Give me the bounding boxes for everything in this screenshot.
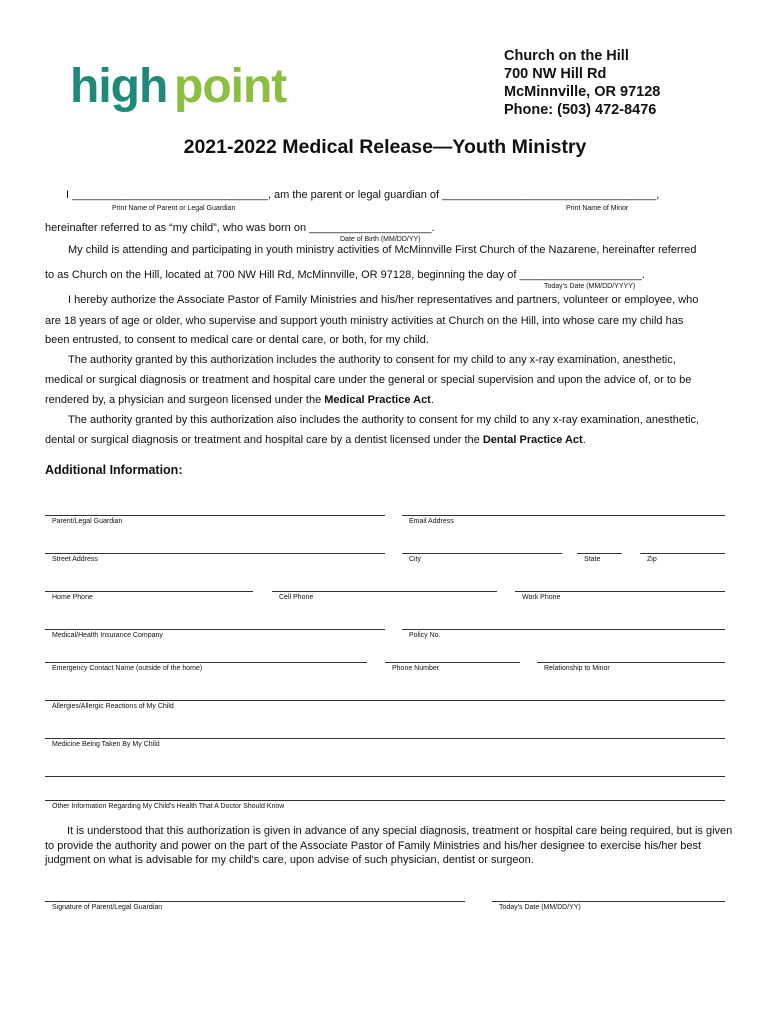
intro-line-7: been entrusted, to consent to medical care or dental care, or both, for my child. bbox=[45, 334, 429, 346]
street-label: Street Address bbox=[52, 556, 98, 563]
medicine-field[interactable] bbox=[45, 738, 725, 739]
parent-guardian-label: Parent/Legal Guardian bbox=[52, 518, 123, 525]
intro-line-9: medical or surgical diagnosis or treatment and hospital care under the general or special supervision and upon the advice of, or to be bbox=[45, 374, 692, 386]
caption-parent-name: Print Name of Parent or Legal Guardian bbox=[112, 205, 236, 212]
zip-field[interactable] bbox=[640, 553, 725, 554]
signature-date-field[interactable] bbox=[492, 901, 725, 902]
intro-line-4: to as Church on the Hill, located at 700 NW Hill Rd, McMinnville, OR 97128, beginning the day of ____________________. bbox=[45, 269, 645, 281]
church-city-state: McMinnville, OR 97128 bbox=[504, 84, 661, 100]
logo-text: highpoint bbox=[70, 115, 75, 116]
allergies-label: Allergies/Allergic Reactions of My Child bbox=[52, 703, 174, 710]
parent-guardian-field[interactable] bbox=[45, 515, 385, 516]
form-title: 2021-2022 Medical Release—Youth Ministry bbox=[183, 136, 587, 158]
cell-phone-label: Cell Phone bbox=[279, 594, 314, 601]
medicine-label: Medicine Being Taken By My Child bbox=[52, 741, 160, 748]
work-phone-field[interactable] bbox=[515, 591, 725, 592]
intro-line-6: are 18 years of age or older, who supervise and support youth ministry activities at Church on the Hill, into whose care my child has bbox=[45, 315, 684, 327]
svg-text:high: high bbox=[70, 60, 168, 113]
relationship-field[interactable] bbox=[537, 662, 725, 663]
other-info-label: Other Information Regarding My Child's Health That A Doctor Should Know bbox=[52, 803, 285, 810]
closing-text: It is understood that this authorization is given in advance of any special diagnosis, treatment or hospital care being required, but is given to provide the authority and power on the part of the Associate Pastor of Family Ministries and his/her designee to exercise his/her best judgment on what is advisable for my child's care, upon advise of such physician, dentist or surgeon. bbox=[45, 825, 733, 866]
allergies-field[interactable] bbox=[45, 700, 725, 701]
church-name: Church on the Hill bbox=[504, 48, 629, 64]
insurance-field[interactable] bbox=[45, 629, 385, 630]
home-phone-field[interactable] bbox=[45, 591, 253, 592]
intro-line-5: I hereby authorize the Associate Pastor of Family Ministries and his/her representatives and partners, volunteer or employee, who bbox=[68, 294, 699, 306]
intro-line-12-text: dental or surgical diagnosis or treatment and hospital care by a dentist licensed under the bbox=[45, 434, 483, 446]
caption-dob: Date of Birth (MM/DD/YY) bbox=[340, 236, 421, 243]
phone-number-field[interactable] bbox=[385, 662, 520, 663]
signature-date-label: Today's Date (MM/DD/YY) bbox=[499, 904, 581, 911]
state-field[interactable] bbox=[577, 553, 622, 554]
signature-label: Signature of Parent/Legal Guardian bbox=[52, 904, 163, 911]
work-phone-label: Work Phone bbox=[522, 594, 561, 601]
medical-practice-act: Medical Practice Act bbox=[324, 394, 431, 406]
other-info-field-1[interactable] bbox=[45, 776, 725, 777]
relationship-label: Relationship to Minor bbox=[544, 665, 610, 672]
intro-line-12 bbox=[45, 434, 586, 446]
emergency-contact-label: Emergency Contact Name (outside of the home) bbox=[52, 665, 203, 672]
home-phone-label: Home Phone bbox=[52, 594, 93, 601]
intro-line-2: hereinafter referred to as “my child”, who was born on ____________________. bbox=[45, 222, 435, 234]
church-phone: Phone: (503) 472-8476 bbox=[504, 102, 657, 118]
highpoint-logo bbox=[70, 60, 290, 116]
intro-line-10 bbox=[45, 394, 434, 406]
intro-line-11: The authority granted by this authorization also includes the authority to consent for my child to any x-ray examination, anesthetic, bbox=[68, 414, 700, 426]
caption-minor-name: Print Name of Minor bbox=[566, 205, 629, 212]
zip-label: Zip bbox=[647, 556, 657, 563]
policy-label: Policy No. bbox=[409, 632, 441, 639]
church-address bbox=[504, 47, 660, 119]
additional-info-heading: Additional Information: bbox=[45, 463, 183, 477]
intro-line-10-text: rendered by, a physician and surgeon licensed under the bbox=[45, 394, 325, 406]
street-field[interactable] bbox=[45, 553, 385, 554]
intro-line-3: My child is attending and participating in youth ministry activities of McMinnville First Church of the Nazarene, hereinafter referred bbox=[68, 244, 697, 256]
dental-practice-act: Dental Practice Act bbox=[482, 434, 583, 446]
svg-text:point: point bbox=[174, 60, 287, 113]
intro-line-1: I ________________________________, am the parent or legal guardian of ___________________________________, bbox=[66, 189, 660, 201]
church-street: 700 NW Hill Rd bbox=[504, 66, 607, 82]
cell-phone-field[interactable] bbox=[272, 591, 497, 592]
phone-number-label: Phone Number bbox=[392, 665, 440, 672]
emergency-contact-field[interactable] bbox=[45, 662, 367, 663]
state-label: State bbox=[584, 556, 601, 563]
city-label: City bbox=[409, 556, 422, 563]
intro-line-10-end: . bbox=[430, 394, 434, 406]
intro-line-12-end: . bbox=[582, 434, 586, 446]
caption-today-date: Today's Date (MM/DD/YYYY) bbox=[544, 283, 636, 290]
policy-field[interactable] bbox=[402, 629, 725, 630]
email-label: Email Address bbox=[409, 518, 454, 525]
intro-line-8: The authority granted by this authorization includes the authority to consent for my child to any x-ray examination, anesthetic, bbox=[68, 354, 676, 366]
other-info-field-2[interactable] bbox=[45, 800, 725, 801]
signature-field[interactable] bbox=[45, 901, 465, 902]
insurance-label: Medical/Health Insurance Company bbox=[52, 632, 163, 639]
closing-paragraph bbox=[45, 824, 735, 868]
city-field[interactable] bbox=[402, 553, 562, 554]
email-field[interactable] bbox=[402, 515, 725, 516]
